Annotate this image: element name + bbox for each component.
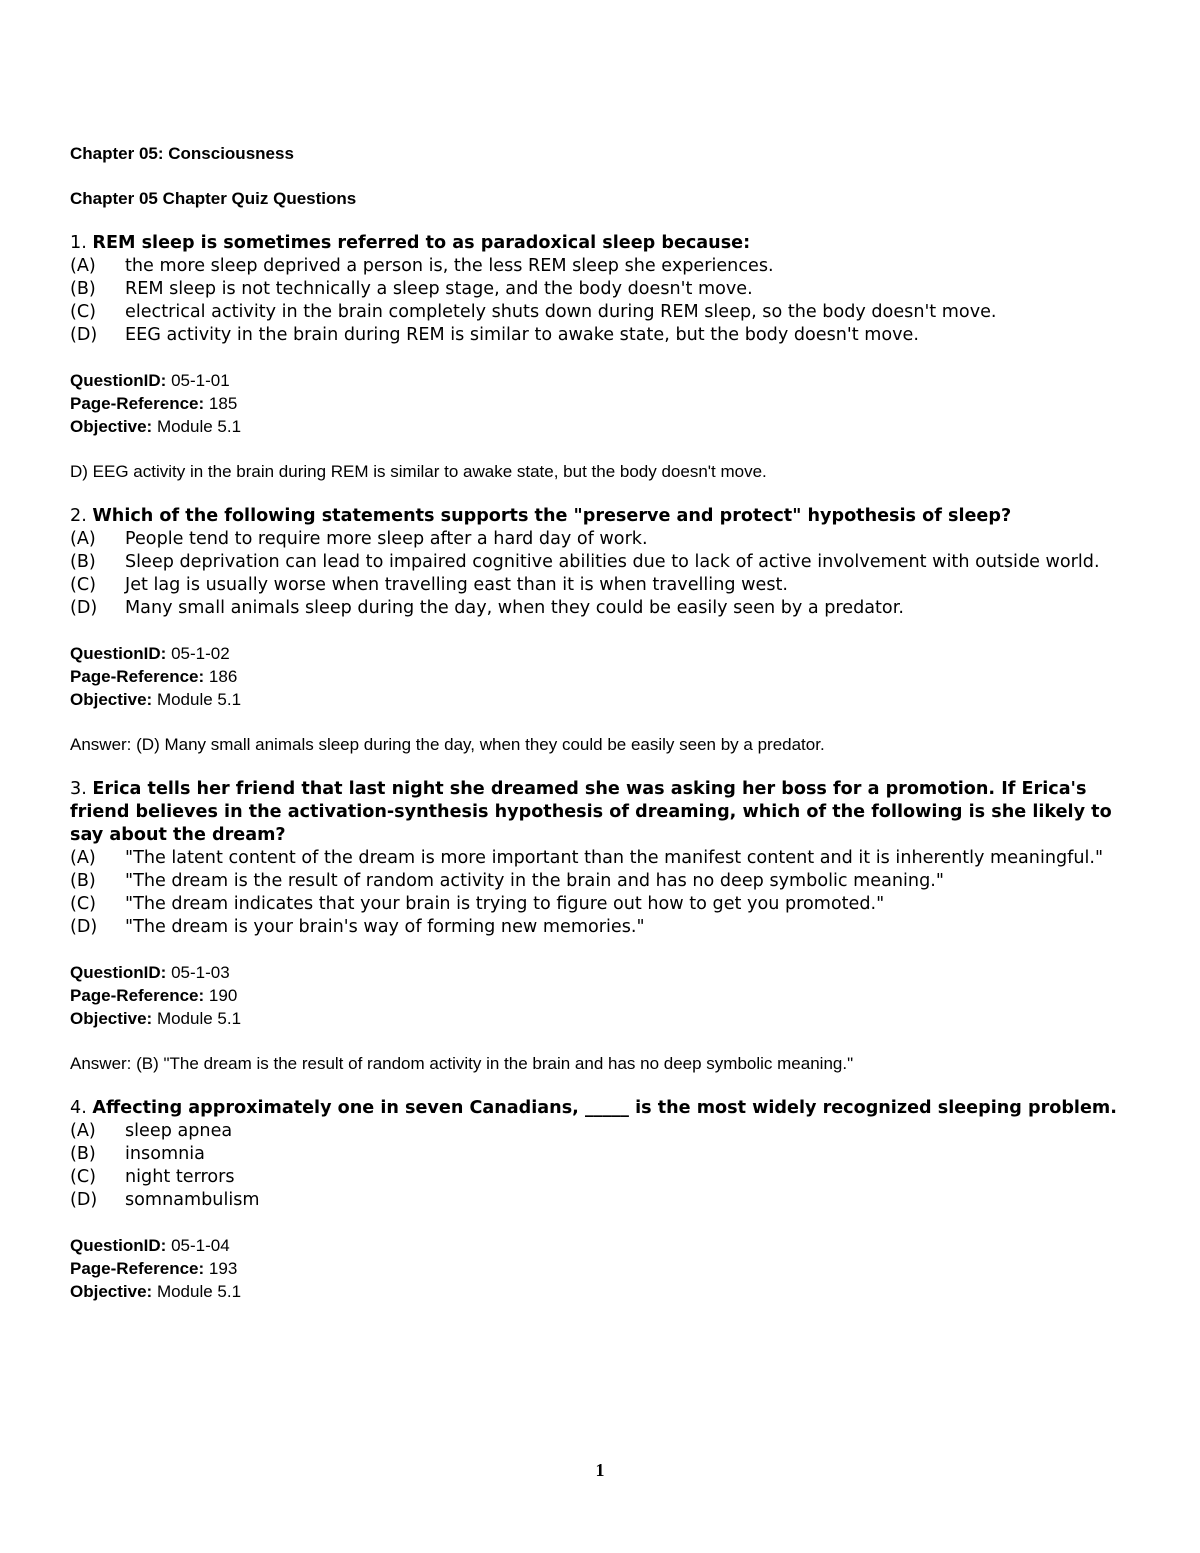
option-text: "The latent content of the dream is more important than the manifest content and it is inherently meaningful." [125, 848, 1104, 868]
option-text: "The dream indicates that your brain is trying to figure out how to get you promoted." [125, 894, 885, 914]
option-a [70, 528, 1140, 551]
question-number: 1. [70, 233, 87, 253]
option-text: Sleep deprivation can lead to impaired cognitive abilities due to lack of active involvement with outside world. [125, 552, 1100, 572]
objective-value: Module 5.1 [156, 690, 242, 709]
question-2 [70, 505, 1140, 756]
option-letter: (C) [70, 575, 97, 595]
option-d [70, 324, 1140, 347]
option-letter: (C) [70, 1167, 97, 1187]
option-b [70, 1143, 1140, 1166]
option-d [70, 916, 1140, 939]
question-id-label: QuestionID: [70, 1236, 167, 1255]
objective-value: Module 5.1 [156, 1009, 242, 1028]
page-reference-value: 185 [208, 394, 238, 413]
question-meta [70, 369, 1140, 438]
option-c [70, 1166, 1140, 1189]
question-stem [70, 778, 1140, 847]
question-id-value: 05-1-03 [171, 963, 230, 982]
option-c [70, 301, 1140, 324]
option-text: sleep apnea [125, 1121, 233, 1141]
option-a [70, 255, 1140, 278]
question-text: Affecting approximately one in seven Canadians, _____ is the most widely recognized sleeping problem. [92, 1098, 1117, 1118]
option-letter: (B) [70, 279, 96, 299]
option-letter: (B) [70, 552, 96, 572]
option-text: the more sleep deprived a person is, the less REM sleep she experiences. [125, 256, 774, 276]
option-letter: (D) [70, 598, 98, 618]
option-text: People tend to require more sleep after a hard day of work. [125, 529, 648, 549]
option-a [70, 847, 1140, 870]
option-text: REM sleep is not technically a sleep stage, and the body doesn't move. [125, 279, 753, 299]
question-id-line [70, 642, 1140, 665]
option-a [70, 1120, 1140, 1143]
option-d [70, 1189, 1140, 1212]
question-id-label: QuestionID: [70, 644, 167, 663]
options-list [70, 528, 1140, 620]
question-id-value: 05-1-04 [171, 1236, 230, 1255]
objective-line [70, 688, 1140, 711]
option-letter: (D) [70, 1190, 98, 1210]
page-reference-value: 190 [208, 986, 238, 1005]
question-stem [70, 232, 1140, 255]
question-number: 3. [70, 779, 87, 799]
page-reference-label: Page-Reference: [70, 1259, 205, 1278]
quiz-title: Chapter 05 Chapter Quiz Questions [70, 189, 357, 208]
objective-line [70, 1280, 1140, 1303]
question-meta [70, 642, 1140, 711]
option-letter: (A) [70, 529, 96, 549]
page-reference-label: Page-Reference: [70, 394, 205, 413]
question-1 [70, 232, 1140, 483]
question-text: REM sleep is sometimes referred to as paradoxical sleep because: [92, 233, 751, 253]
question-id-line [70, 961, 1140, 984]
question-number: 4. [70, 1098, 87, 1118]
option-d [70, 597, 1140, 620]
question-id-label: QuestionID: [70, 371, 167, 390]
page-number: 1 [595, 1460, 605, 1480]
page-reference-line [70, 1257, 1140, 1280]
option-c [70, 574, 1140, 597]
question-number: 2. [70, 506, 87, 526]
option-text: EEG activity in the brain during REM is similar to awake state, but the body doesn't move. [125, 325, 919, 345]
question-stem [70, 1097, 1140, 1120]
question-text: Erica tells her friend that last night she dreamed she was asking her boss for a promotion. If Erica's friend believes in the activation-synthesis hypothesis of dreaming, which of the following is she likely to say about the dream? [70, 779, 1112, 845]
question-meta [70, 961, 1140, 1030]
option-text: insomnia [125, 1144, 205, 1164]
objective-value: Module 5.1 [156, 417, 242, 436]
objective-label: Objective: [70, 690, 153, 709]
question-id-line [70, 1234, 1140, 1257]
objective-label: Objective: [70, 1009, 153, 1028]
page-reference-line [70, 665, 1140, 688]
option-c [70, 893, 1140, 916]
option-letter: (A) [70, 1121, 96, 1141]
question-id-value: 05-1-01 [171, 371, 230, 390]
page-reference-value: 186 [208, 667, 238, 686]
question-id-value: 05-1-02 [171, 644, 230, 663]
option-letter: (C) [70, 894, 97, 914]
question-id-line [70, 369, 1140, 392]
page-reference-line [70, 984, 1140, 1007]
question-3 [70, 778, 1140, 1075]
option-b [70, 551, 1140, 574]
chapter-title: Chapter 05: Consciousness [70, 144, 294, 163]
answer-line: Answer: (D) Many small animals sleep during the day, when they could be easily seen by a predator. [70, 735, 825, 754]
question-id-label: QuestionID: [70, 963, 167, 982]
answer-line: Answer: (B) "The dream is the result of random activity in the brain and has no deep symbolic meaning." [70, 1054, 854, 1073]
option-text: night terrors [125, 1167, 235, 1187]
page-reference-value: 193 [208, 1259, 238, 1278]
option-letter: (D) [70, 325, 98, 345]
options-list [70, 255, 1140, 347]
option-letter: (A) [70, 848, 96, 868]
option-text: "The dream is your brain's way of forming new memories." [125, 917, 645, 937]
option-b [70, 278, 1140, 301]
question-text: Which of the following statements supports the "preserve and protect" hypothesis of sleep? [92, 506, 1012, 526]
objective-value: Module 5.1 [156, 1282, 242, 1301]
option-text: Many small animals sleep during the day, when they could be easily seen by a predator. [125, 598, 904, 618]
page-reference-label: Page-Reference: [70, 667, 205, 686]
objective-line [70, 1007, 1140, 1030]
objective-line [70, 415, 1140, 438]
question-meta [70, 1234, 1140, 1303]
document-page [70, 142, 1140, 1303]
options-list [70, 1120, 1140, 1212]
option-letter: (C) [70, 302, 97, 322]
option-letter: (A) [70, 256, 96, 276]
answer-line: D) EEG activity in the brain during REM is similar to awake state, but the body doesn't move. [70, 462, 767, 481]
objective-label: Objective: [70, 1282, 153, 1301]
page-reference-label: Page-Reference: [70, 986, 205, 1005]
question-stem [70, 505, 1140, 528]
page-reference-line [70, 392, 1140, 415]
option-text: "The dream is the result of random activity in the brain and has no deep symbolic meaning." [125, 871, 944, 891]
objective-label: Objective: [70, 417, 153, 436]
question-4 [70, 1097, 1140, 1303]
option-letter: (B) [70, 871, 96, 891]
option-letter: (D) [70, 917, 98, 937]
option-text: Jet lag is usually worse when travelling east than it is when travelling west. [125, 575, 788, 595]
option-text: electrical activity in the brain completely shuts down during REM sleep, so the body doesn't move. [125, 302, 997, 322]
option-b [70, 870, 1140, 893]
options-list [70, 847, 1140, 939]
option-text: somnambulism [125, 1190, 260, 1210]
option-letter: (B) [70, 1144, 96, 1164]
